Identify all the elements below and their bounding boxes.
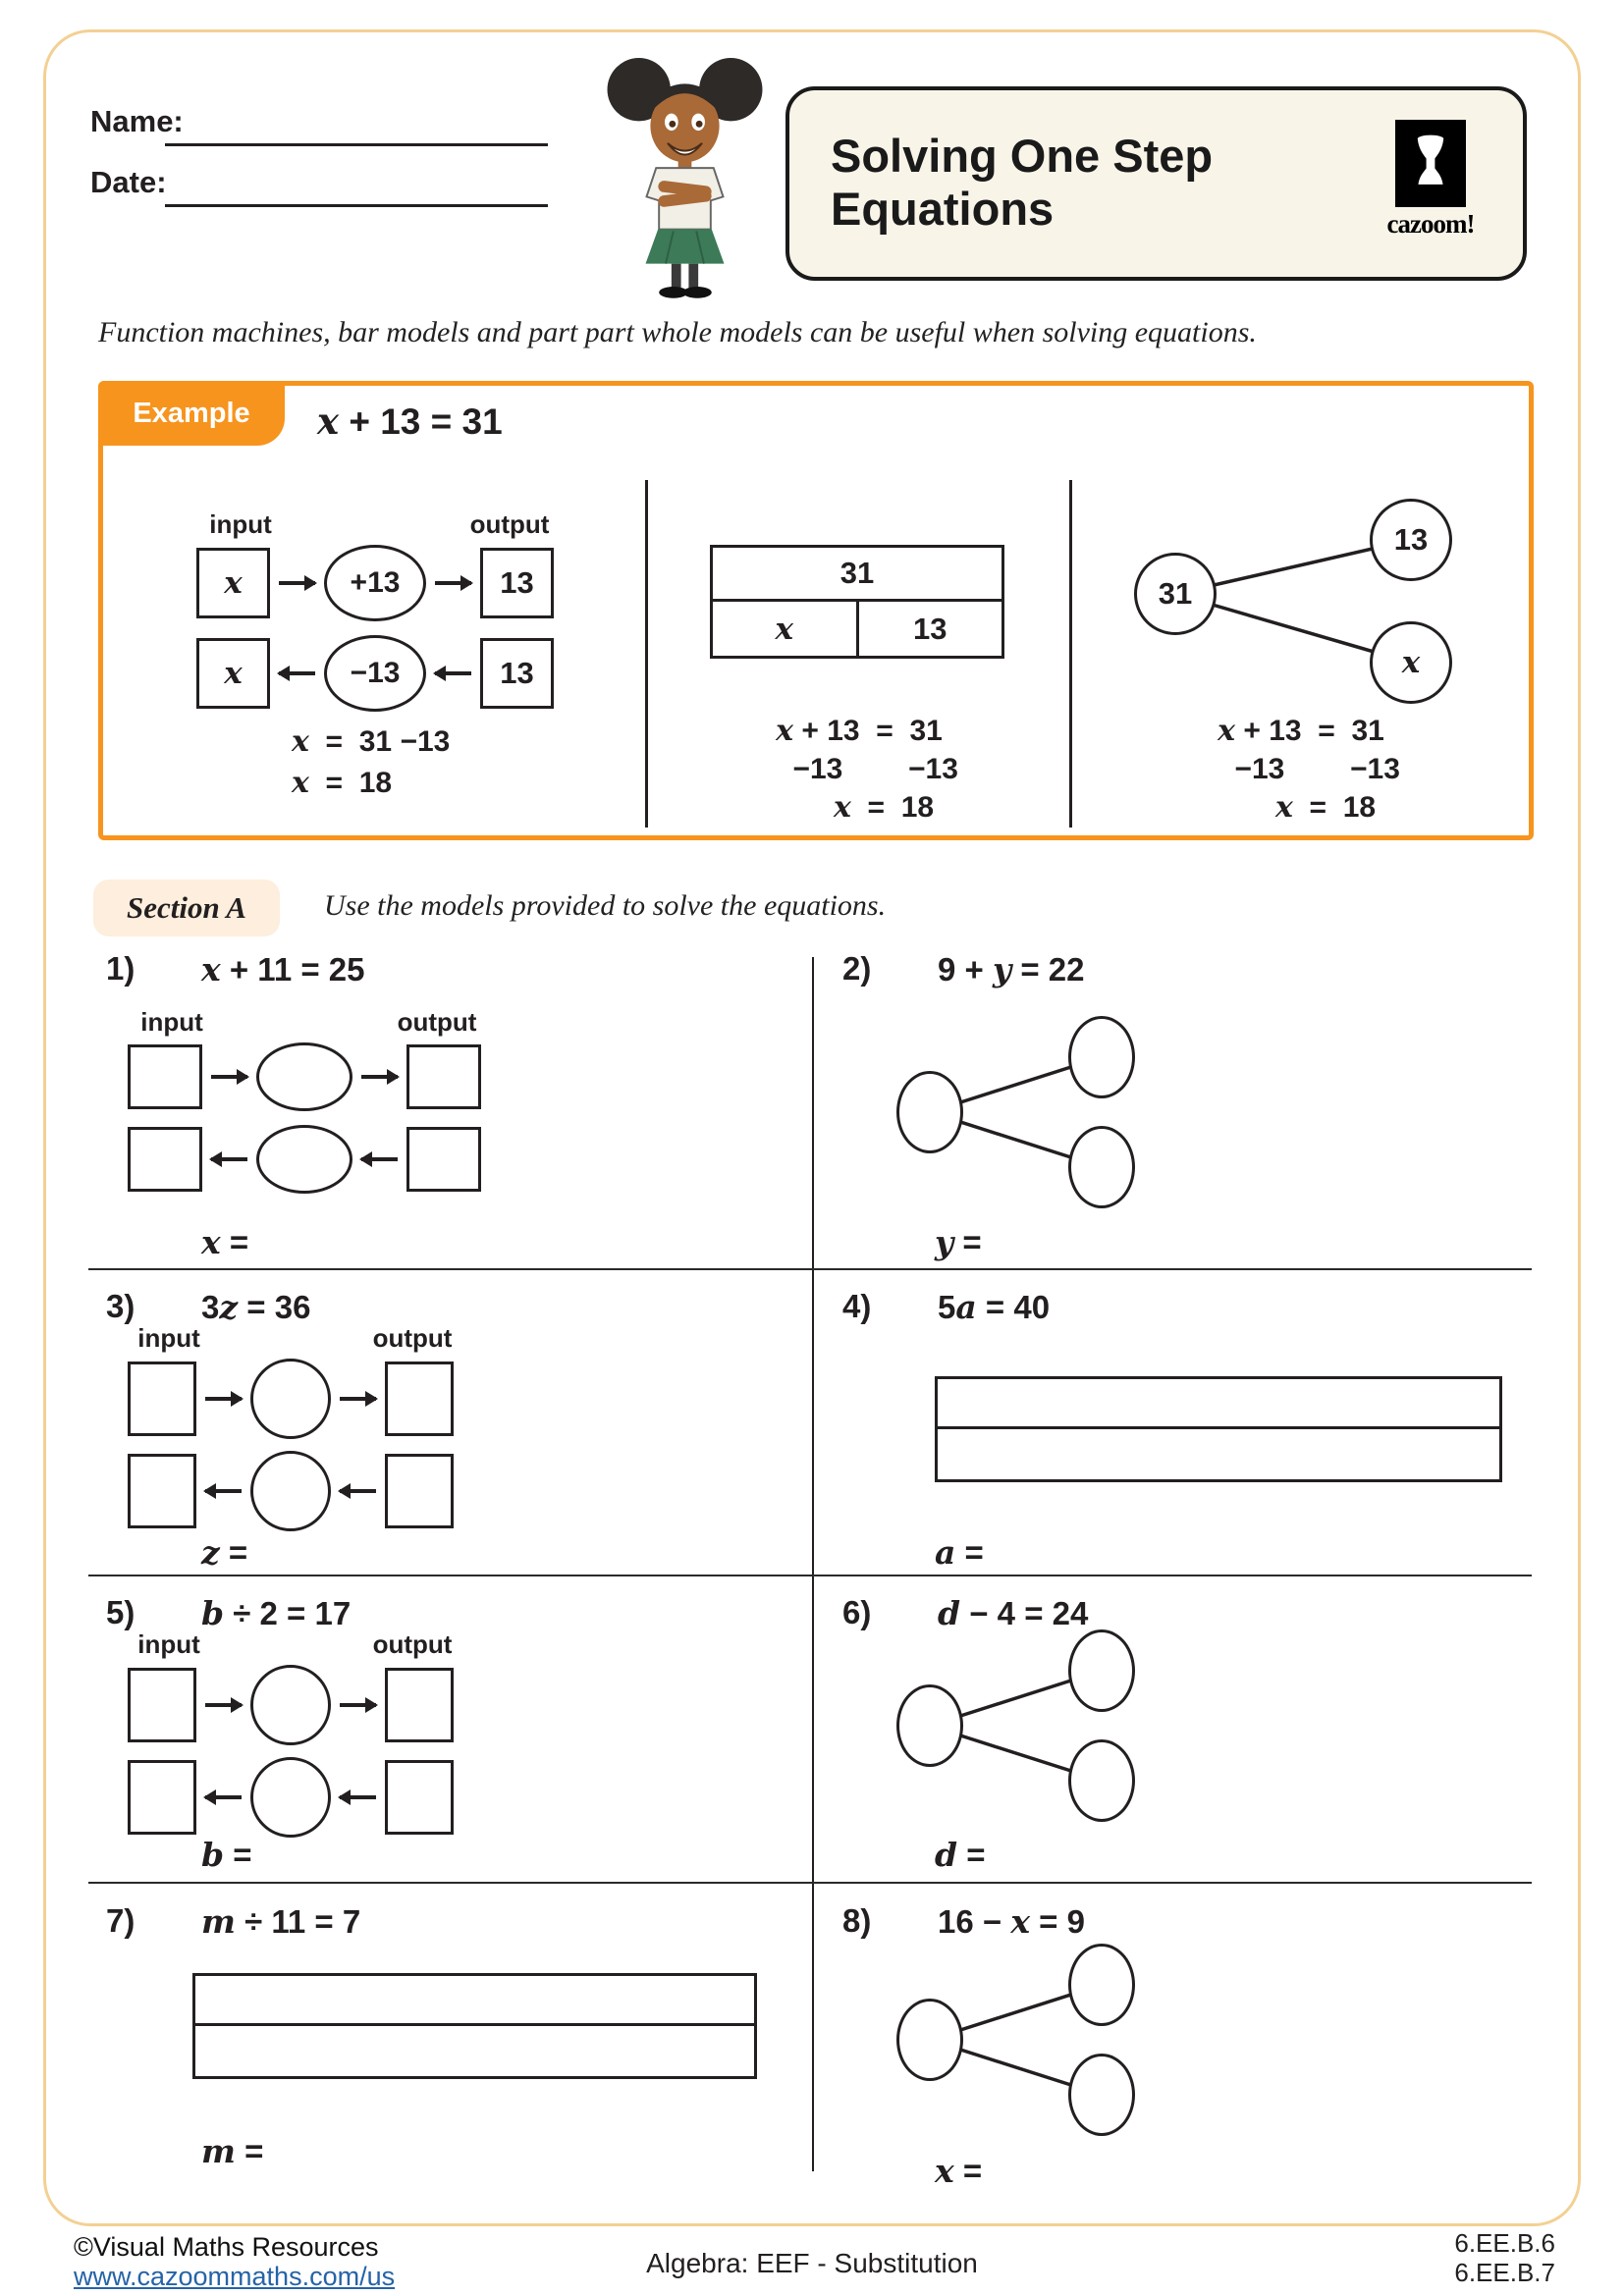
ppw-whole-circle[interactable] [896,1999,963,2081]
bar-whole-cell: 31 [710,545,1004,602]
ppw-part-circle[interactable] [1068,1739,1135,1822]
ppw-whole-circle[interactable] [896,1684,963,1767]
machine-input-box[interactable] [128,1127,202,1192]
machine-input-box[interactable] [128,1760,196,1835]
example-tab: Example [98,381,285,446]
machine-input-box: x [196,548,270,618]
problem-number: 1) [106,950,135,987]
machine-output-box: 13 [480,638,554,709]
part-part-whole-model [882,1942,1176,2143]
ppw-part-circle[interactable] [1068,1944,1135,2026]
bar-working: x + 13 = 31 −13 −13 x = 18 [760,714,958,825]
arrow-right-icon [361,1075,398,1079]
bar-whole-cell[interactable] [192,1973,757,2026]
bar-cell[interactable] [938,1429,1499,1479]
machine-reverse-row [128,1451,454,1531]
input-label: input [209,509,272,539]
problem-number: 6) [842,1594,872,1630]
machine-reverse-row [128,1125,481,1194]
name-line[interactable] [165,143,548,146]
problem-number: 5) [106,1594,135,1630]
ppw-part-circle[interactable] [1068,1629,1135,1712]
date-label: Date: [90,165,167,199]
ppw-part-circle[interactable] [1068,1016,1135,1098]
copyright-text: ©Visual Maths Resources [74,2232,379,2262]
answer-label[interactable]: x = [201,1223,249,1261]
intro-text: Function machines, bar models and part part whole models can be useful when solving equations. [98,316,1257,348]
machine-working: x = 31 −13 x = 18 [292,724,451,800]
page-title: Solving One Step Equations [831,130,1214,235]
part-part-whole-model [882,1628,1176,1829]
example-bar-model [710,545,1004,659]
output-label: output [397,1007,477,1037]
answer-label[interactable]: z = [201,1533,248,1572]
machine-operation-ellipse[interactable] [256,1125,352,1194]
arrow-right-icon [340,1703,376,1707]
topic-text: Algebra: EEF - Substitution [646,2248,978,2278]
cazoom-logo [1372,120,1489,240]
bar-whole-cell[interactable] [935,1376,1502,1429]
problem-equation: 3z = 36 [201,1288,311,1326]
ppw-part-circle[interactable] [1068,2054,1135,2136]
input-label: input [140,1007,203,1037]
row-divider [88,1575,1532,1576]
bar-model [935,1376,1502,1482]
ppw-part-circle[interactable] [1068,1126,1135,1208]
answer-label[interactable]: d = [935,1836,986,1874]
machine-output-box: 13 [480,548,554,618]
output-label: output [469,509,550,539]
arrow-left-icon [361,1157,398,1161]
example-part-part-whole [1119,484,1502,710]
arrow-right-icon [205,1397,242,1401]
answer-label[interactable]: b = [201,1836,252,1874]
machine-operation-ellipse[interactable] [250,1665,331,1745]
standard-code: 6.EE.B.6 [1454,2228,1555,2258]
ppw-whole-circle[interactable] [896,1071,963,1153]
row-divider [88,1268,1532,1270]
answer-label[interactable]: m = [201,2132,264,2170]
divider [645,480,648,828]
bar-part-cell: 13 [856,602,1002,656]
section-a-instruction: Use the models provided to solve the equations. [324,889,887,922]
machine-output-box[interactable] [406,1044,481,1109]
problem-number: 2) [842,950,872,987]
problem-number: 7) [106,1902,135,1939]
divider [1069,480,1072,828]
machine-operation-ellipse[interactable] [256,1042,352,1111]
problem-equation: m ÷ 11 = 7 [201,1902,361,1941]
ppw-part-circle: x [1370,621,1452,704]
answer-label[interactable]: a = [935,1533,984,1572]
example-equation: x + 13 = 31 [317,400,503,443]
answer-label[interactable]: y = [935,1223,982,1261]
bar-model [192,1973,757,2079]
machine-forward-row [128,1042,481,1111]
machine-forward-row [128,1665,454,1745]
problem-equation: b ÷ 2 = 17 [201,1594,352,1632]
problem-number: 4) [842,1288,872,1324]
bar-cell[interactable] [195,2026,754,2076]
problem-equation: x + 11 = 25 [201,950,365,988]
input-label: input [137,1629,200,1659]
machine-output-box[interactable] [385,1760,454,1835]
machine-output-box[interactable] [385,1668,454,1742]
part-part-whole-model [882,1014,1176,1215]
arrow-left-icon [435,671,471,675]
arrow-left-icon [279,671,315,675]
machine-forward-row [196,545,554,621]
answer-label[interactable]: x = [935,2152,983,2190]
output-label: output [372,1629,453,1659]
arrow-left-icon [205,1489,242,1493]
machine-operation-ellipse: +13 [324,545,426,621]
column-divider [812,957,814,2171]
arrow-right-icon [435,581,471,585]
drum-icon [1395,120,1466,207]
machine-input-box[interactable] [128,1454,196,1528]
bar-part-cell: x [775,611,793,647]
machine-reverse-row [196,635,554,712]
section-a-label: Section A [93,880,280,936]
problem-number: 8) [842,1902,872,1939]
machine-input-box[interactable] [128,1044,202,1109]
example-box [98,381,1534,840]
machine-reverse-row [128,1757,454,1838]
name-label: Name: [90,104,184,138]
machine-input-box: x [196,638,270,709]
function-machine [128,1007,481,1194]
arrow-right-icon [205,1703,242,1707]
arrow-left-icon [205,1795,242,1799]
ppw-whole-circle: 31 [1134,553,1217,635]
problem-number: 3) [106,1288,135,1324]
machine-operation-ellipse[interactable] [250,1359,331,1439]
machine-output-box[interactable] [385,1454,454,1528]
row-divider [88,1882,1532,1884]
title-box [785,86,1527,281]
ppw-working: x + 13 = 31 −13 −13 x = 18 [1202,714,1400,825]
machine-input-box[interactable] [128,1362,196,1436]
arrow-right-icon [279,581,315,585]
logo-text: cazoom! [1386,209,1475,239]
example-function-machine [196,509,554,712]
problem-equation: 16 − x = 9 [938,1902,1085,1941]
machine-output-box[interactable] [385,1362,454,1436]
machine-operation-ellipse[interactable] [250,1757,331,1838]
problem-equation: 9 + y = 22 [938,950,1085,988]
arrow-right-icon [211,1075,247,1079]
input-label: input [137,1323,200,1353]
ppw-part-circle: 13 [1370,499,1452,581]
function-machine [128,1629,454,1838]
website-link[interactable]: www.cazoommaths.com/us [74,2262,396,2291]
machine-operation-ellipse: −13 [324,635,426,712]
function-machine [128,1323,454,1531]
problem-equation: 5a = 40 [938,1288,1051,1326]
machine-operation-ellipse[interactable] [250,1451,331,1531]
arrow-left-icon [340,1795,376,1799]
machine-forward-row [128,1359,454,1439]
date-line[interactable] [165,204,548,207]
student-illustration [589,47,781,300]
standard-code: 6.EE.B.7 [1454,2258,1555,2287]
machine-input-box[interactable] [128,1668,196,1742]
arrow-left-icon [211,1157,247,1161]
machine-output-box[interactable] [406,1127,481,1192]
problem-equation: d − 4 = 24 [938,1594,1089,1632]
output-label: output [372,1323,453,1353]
arrow-left-icon [340,1489,376,1493]
arrow-right-icon [340,1397,376,1401]
